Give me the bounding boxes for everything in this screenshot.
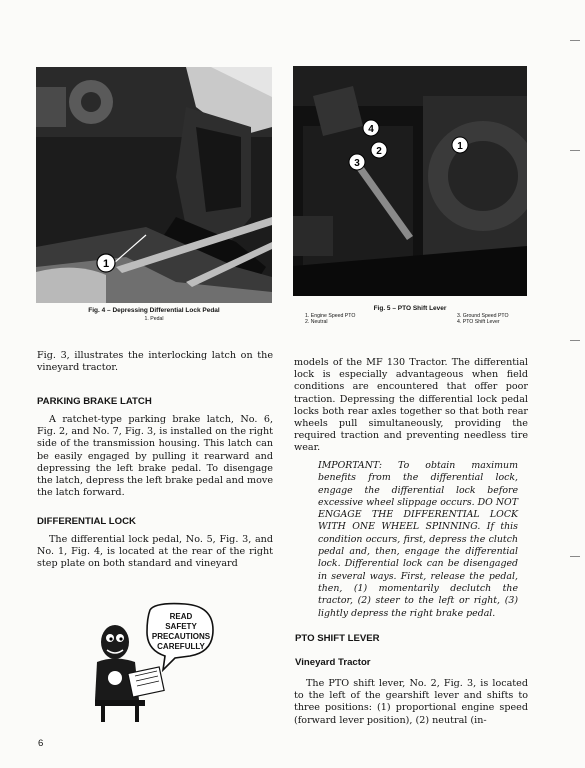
important-note: IMPORTANT: To obtain maximum benefits from the differential lock, engage the differential lock before excessive wheel slippage occurs. DO NOT ENGAGE THE DIFFERENTIAL LOCK WITH ONE WHEEL SPINNING. If this condition occurs, first, depress the clutch pedal and, then, engage the differential lock. Differential lock can be disengaged in several ways. First, release the pedal, then, (1) momentarily declutch the tractor, (2) steer to the left or right, (3) lightly depress the right brake pedal.: [318, 460, 518, 619]
intro-paragraph: Fig. 3, illustrates the interlocking latch on the vineyard tractor.: [37, 350, 273, 374]
fig5-callout-1: 1: [457, 141, 463, 152]
figure-5-photo: [293, 66, 527, 296]
safety-cartoon: [95, 600, 255, 725]
differential-lock-heading: DIFFERENTIAL LOCK: [37, 516, 136, 527]
bubble-line-4: CAREFULLY: [157, 642, 205, 651]
bubble-line-2: SAFETY: [165, 622, 197, 631]
parking-brake-paragraph: A ratchet-type parking brake latch, No. 6, Fig. 2, and No. 7, Fig. 3, is installed on the right side of the transmission housing. This latch can be easily engaged by pulling it rearward and depressing the left brake pedal. To disengage the latch, depress the left brake pedal and move the latch forward.: [37, 414, 273, 499]
fig5-legend-item-2: 2. Neutral: [305, 319, 328, 325]
fig5-legend-item-4: 4. PTO Shift Lever: [457, 319, 500, 325]
differential-lock-continued: models of the MF 130 Tractor. The differential lock is especially advantageous when field conditions are encountered that offer poor traction. Depressing the differential lock pedal locks both rear axles together so that both rear wheels pull simultaneously, providing the required traction and preventing needless tire wear.: [294, 357, 528, 454]
fig4-callout-1: 1: [102, 258, 110, 270]
fig4-caption-title: Fig. 4 – Depressing Differential Lock Pedal: [88, 307, 220, 314]
differential-lock-paragraph: The differential lock pedal, No. 5, Fig. 3, and No. 1, Fig. 4, is located at the rear of the right step plate on both standard and vineyard: [37, 534, 273, 570]
fig5-callout-2: 2: [376, 146, 382, 157]
page-number: 6: [38, 738, 44, 749]
vineyard-tractor-subheading: Vineyard Tractor: [295, 657, 371, 668]
fig5-callout-3: 3: [354, 158, 360, 169]
edge-mark: [570, 556, 580, 557]
fig5-legend-item-1: 1. Engine Speed PTO: [305, 313, 356, 319]
fig5-legend-item-3: 3. Ground Speed PTO: [457, 313, 509, 319]
fig5-callout-4: 4: [368, 124, 374, 135]
edge-mark: [570, 150, 580, 151]
pto-shift-paragraph: The PTO shift lever, No. 2, Fig. 3, is located to the left of the gearshift lever and shifts to three positions: (1) proportional engine speed (forward lever position), (2) neutral (in-: [294, 678, 528, 726]
edge-mark: [570, 340, 580, 341]
edge-mark: [570, 40, 580, 41]
bubble-line-1: READ: [169, 612, 193, 621]
pto-shift-lever-heading: PTO SHIFT LEVER: [295, 633, 380, 644]
bubble-line-3: PRECAUTIONS: [151, 632, 211, 641]
fig5-caption-title: Fig. 5 – PTO Shift Lever: [373, 305, 447, 312]
parking-brake-heading: PARKING BRAKE LATCH: [37, 396, 152, 407]
fig4-caption-item: 1. Pedal: [144, 316, 164, 322]
figure-4-photo: [36, 67, 272, 303]
